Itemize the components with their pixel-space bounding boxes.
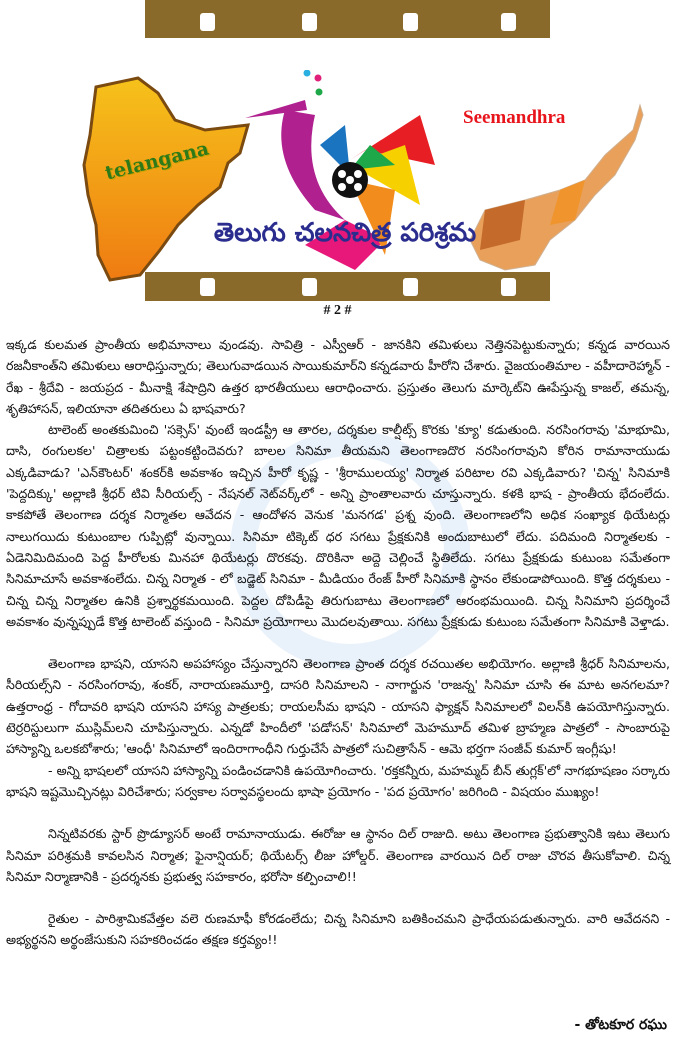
telangana-map [80, 75, 255, 290]
film-strip-top [145, 0, 550, 38]
paragraph: ఇక్కడ కులమత ప్రాంతీయ అభిమానాలు వుండవు. సావిత్రి - ఎస్వీఆర్ - జానకిని తమిళులు నెత్తినపెట్టుకున్నారు; కన్నడ వారయిన రజనీకాంత్‌ని తమిళులు ఆరాధిస్తున్నారు; తెలుగువాడయిన సాయికుమార్‌ని కన్నడవారు హీరోని చేశారు. వైజయంతిమాల - వహీదారెహ్మాన్ - రేఖ - శ్రీదేవి - జయప్రద - మీనాక్షి శేషాద్రిని ఉత్తర భారతీయులు ఆరాధించారు. ప్రస్తుతం తెలుగు మార్కెట్‌ని ఊపేస్తున్న కాజల్, తమన్న, శృతిహాసన్, ఇలియానా తదితరులు ఏ భాషవారు? [6, 337, 670, 416]
header-banner [0, 0, 675, 300]
paragraph: తెలంగాణ భాషని, యాసని అపహాస్యం చేస్తున్నారని తెలంగాణ ప్రాంత దర్శక రచయితల అభియోగం. అల్లాణి శ్రీధర్ సినిమాలను, సీరియల్స్‌ని - నరసింగరావు, శంకర్, నారాయణమూర్తి, దాసరి సినిమాలని - నాగార్జున 'రాజన్న' సినిమా చూసి ఈ మాట అనగలమా? ఉత్తరాంధ్ర - గోదావరి భాషని యాసని హాస్య పాత్రలకు; రాయలసీమ భాషని - యాసని ఫ్యాక్షన్ సినిమాలలో విలన్‌కి ఉపయోగిస్తున్నారు. టెర్రరిస్టులుగా ముస్లిమ్‌లని చూపిస్తున్నారు. ఎన్నడో హిందీలో 'పడోసన్' సినిమాలో మెహమూద్ తమిళ బ్రాహ్మణ పాత్రలో - సాంబారుపై హాస్యాన్ని ఒలకబోశారు; 'ఆంధీ' సినిమాలో ఇందిరాగాంధీని గుర్తుచేసే పాత్రలో సుచిత్రాసేన్ - ఆమె భర్తగా సంజీవ్ కుమార్ ఇంగ్లీషు! [6, 656, 670, 757]
telangana-label: telangana [102, 137, 212, 185]
sprocket-hole [501, 278, 516, 296]
part-marker: # 2 # [323, 303, 352, 318]
sprocket-hole [302, 278, 317, 296]
sprocket-hole [403, 13, 418, 31]
sprocket-hole [302, 13, 317, 31]
author-signature: - తోటకూర రఘు [574, 1017, 667, 1033]
sprocket-hole [403, 278, 418, 296]
paragraph: - అన్ని భాషలలో యాసని హాస్యాన్ని పండించడానికి ఉపయోగించారు. 'రక్తకన్నీరు, మహమ్మద్ బీన్ తుగ్లక్'లో నాగభూషణం సర్కారు భాషని ఇష్టమొచ్చినట్లు విరిచేశారు; సర్వకాల సర్వావస్థలందు భాషా ప్రయోగం - 'పద ప్రయోగం' జరిగింది - విషయం ముఖ్యం! [6, 762, 670, 799]
article-body [6, 334, 670, 951]
sprocket-hole [501, 13, 516, 31]
paragraph: రైతుల - పారిశ్రామికవేత్తల వలె రుణమాఫీ కోరడంలేదు; చిన్న సినిమాని బతికించమని ప్రాధేయపడుతున్నారు. వారి ఆవేదనని - అభ్యర్థనని అర్థంజేసుకుని సహకరించడం తక్షణ కర్తవ్యం!! [6, 911, 670, 948]
film-strip-bottom [145, 272, 550, 301]
paragraph: టాలెంట్ అంతకుమించి 'సక్సెస్' వుంటే ఇండస్ట్రీ ఆ తారల, దర్శకుల కాల్షీట్స్ కొరకు 'క్యూ' కడుతుంది. నరసింగరావు 'మాభూమి, దాసి, రంగులకల' చిత్రాలకు పట్టంకట్టిందెవరు? బాలల సినిమా తీయమని తెలంగాణదొర నరసింగరావుని కోరిన రామానాయుడు ఎక్కడివాడు? 'ఎన్‌కౌంటర్' శంకర్‌కి అవకాశం ఇచ్చిన హీరో కృష్ణ - 'శ్రీరాములయ్య' నిర్మాత పరిటాల రవి ఎక్కడివారు? 'చిన్న' సినిమాకి 'పెద్దదిక్కు' అల్లాణి శ్రీధర్ టివి సీరియల్స్ - నేషనల్ నెట్‌వర్క్‌లో - అన్ని ప్రాంతాలవారు చూస్తున్నారు. కళకి భాష - ప్రాంతీయ భేదంలేదు. కాకపోతే తెలంగాణ దర్శక నిర్మాతల ఆవేదన - ఆందోళన వెనుక 'మనగడ' ప్రశ్న వుంది. తెలంగాణలోని అధిక సంఖ్యాక థియేటర్లు నాలుగయిదు కుటుంబాల గుప్పిట్లో వున్నాయి. సినిమా టిక్కెట్ ధర సగటు ప్రేక్షకునికి అందుబాటులో లేదు. పదిమంది నిర్మాతలకు - ఏడెనిమిదిమంది పెద్ద హీరోలకు మినహా థియేటర్లు దొరకవు. దొరికినా అద్దె చెల్లించే స్థితిలేదు. సగటు ప్రేక్షకుడు కుటుంబ సమేతంగా సినిమాచూసే అవకాశంలేదు. చిన్న నిర్మాత - లో బడ్జెట్ సినిమా - మీడియం రేంజ్ హీరో సినిమాకి స్థానం లేకుండాపోయింది. కొత్త దర్శకులు - చిన్న చిన్న నిర్మాతల ఉనికి ప్రశ్నార్థకమయింది. పెద్దల దోపిడీపై తిరుగుబాటు తెలంగాణలో ఆరంభమయింది. చిన్న సినిమాని ప్రదర్శించే అవకాశం వున్నప్పుడే కొత్త టాలెంట్ వస్తుంది - సినిమా ప్రయోగాలు మొదలవుతాయి. సగటు ప్రేక్షకుడు కుటుంబ సమేతంగా సినిమాకి వెళ్తాడు. [6, 422, 670, 629]
sprocket-hole [200, 13, 215, 31]
banner-title: తెలుగు చలనచిత్ర పరిశ్రమ [213, 218, 477, 248]
paragraph: నిన్నటివరకు స్టార్ ప్రొడ్యూసర్ అంటే రామానాయుడు. ఈరోజు ఆ స్థానం దిల్ రాజుది. అటు తెలంగాణ ప్రభుత్వానికి ఇటు తెలుగు సినిమా పరిశ్రమకి కావలసిన నిర్మాత; ఫైనాన్షియర్; థియేటర్స్ లీజు హోల్డర్. తెలంగాణ వారయిన దిల్ రాజు చొరవ తీసుకోవాలి. చిన్న సినిమా నిర్మాణానికి - ప్రదర్శనకు ప్రభుత్వ సహకారం, భరోసా కల్పించాలి!! [6, 826, 670, 884]
seemandhra-label: Seemandhra [463, 107, 566, 128]
sprocket-hole [200, 278, 215, 296]
